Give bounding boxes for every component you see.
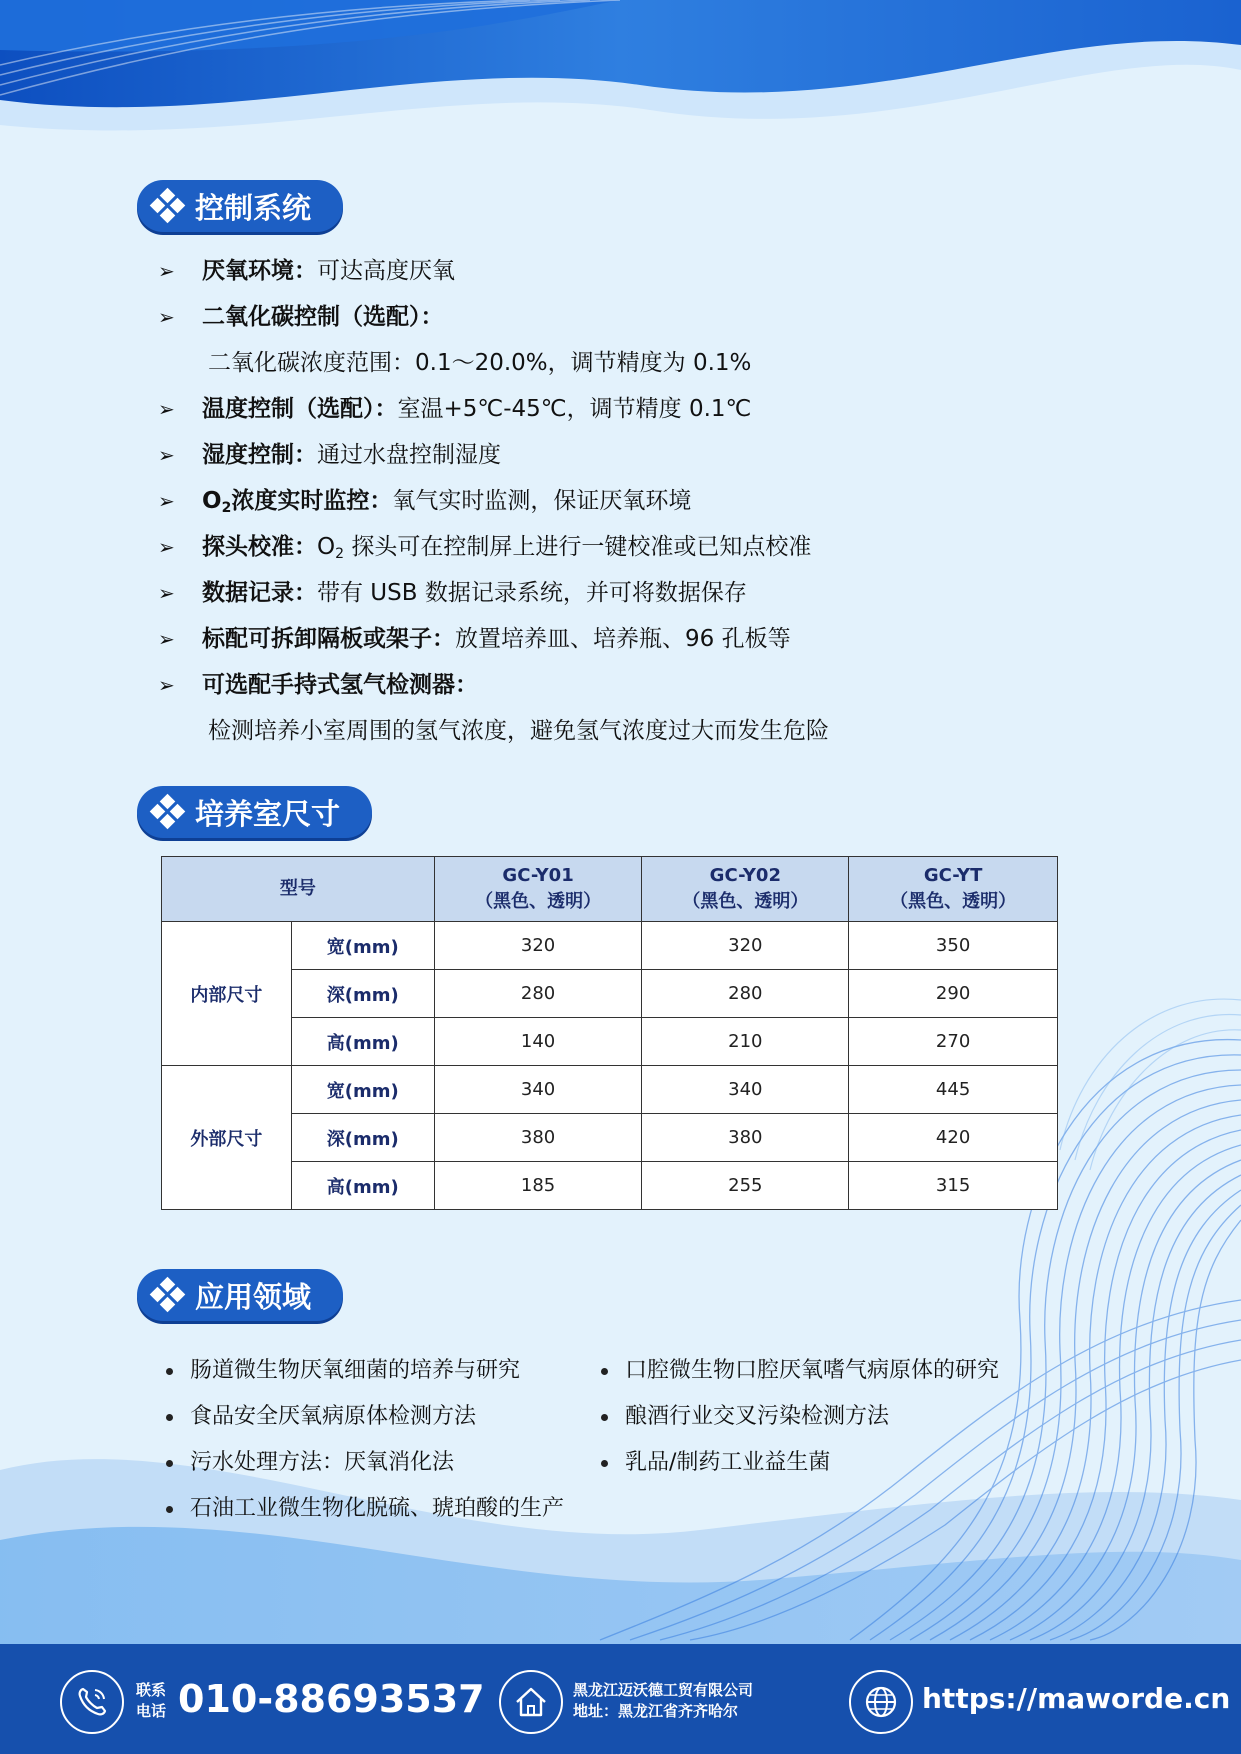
table-cell: 185 xyxy=(434,1162,642,1210)
list-item xyxy=(158,662,1058,708)
feature-label: 可选配手持式氢气检测器： xyxy=(202,672,478,698)
feature-label: 二氧化碳控制（选配）： xyxy=(202,304,444,330)
section-header-control xyxy=(137,180,343,232)
table-cell: 380 xyxy=(434,1114,642,1162)
header-model: 型号 xyxy=(162,857,435,922)
feature-label: 标配可拆卸隔板或架子： xyxy=(202,626,455,652)
table-cell: 210 xyxy=(642,1018,849,1066)
feature-text: 室温+5℃-45℃，调节精度 0.1℃ xyxy=(397,396,752,422)
contact-label: 联系 电话 xyxy=(136,1681,167,1720)
table-row xyxy=(162,922,1058,970)
row-label: 宽(mm) xyxy=(291,922,434,970)
table-row xyxy=(162,1018,1058,1066)
company-name: 黑龙江迈沃德工贸有限公司 xyxy=(573,1681,754,1699)
arrow-bullet-icon: ➢ xyxy=(158,489,175,513)
table-cell: 320 xyxy=(642,922,849,970)
table-row xyxy=(162,1162,1058,1210)
bullet-icon xyxy=(166,1414,173,1421)
table-cell: 340 xyxy=(434,1066,642,1114)
bullet-icon xyxy=(601,1414,608,1421)
section-title: 控制系统 xyxy=(195,190,312,225)
list-item xyxy=(158,248,1058,294)
control-feature-list xyxy=(158,248,1058,754)
row-label: 深(mm) xyxy=(291,970,434,1018)
header-cell: GC-Y02 （黑色、透明） xyxy=(642,857,849,922)
bullet-icon xyxy=(166,1506,173,1513)
section-title: 培养室尺寸 xyxy=(195,796,341,831)
table-cell: 255 xyxy=(642,1162,849,1210)
row-label: 高(mm) xyxy=(291,1162,434,1210)
list-item xyxy=(158,294,1058,340)
arrow-bullet-icon: ➢ xyxy=(158,673,175,697)
group-label: 外部尺寸 xyxy=(162,1066,292,1210)
list-item-detail xyxy=(158,708,1058,754)
globe-icon xyxy=(849,1670,913,1734)
group-label: 内部尺寸 xyxy=(162,922,292,1066)
footer-bar xyxy=(0,1644,1241,1754)
arrow-bullet-icon: ➢ xyxy=(158,305,175,329)
header-cell: GC-Y01 （黑色、透明） xyxy=(434,857,642,922)
table-cell: 140 xyxy=(434,1018,642,1066)
feature-label: 探头校准： xyxy=(202,534,317,560)
list-item-detail xyxy=(158,340,1058,386)
feature-label: 厌氧环境： xyxy=(202,258,317,284)
table-cell: 280 xyxy=(642,970,849,1018)
arrow-bullet-icon: ➢ xyxy=(158,443,175,467)
phone-number[interactable]: 010-88693537 xyxy=(178,1677,485,1721)
feature-label: $O_2$浓度实时监控： xyxy=(202,488,393,516)
section-header-chamber xyxy=(137,786,372,838)
feature-text: 二氧化碳浓度范围：0.1～20.0%，调节精度为 0.1% xyxy=(208,350,752,376)
bullet-icon xyxy=(601,1368,608,1375)
feature-text: 通过水盘控制湿度 xyxy=(317,442,501,468)
table-cell: 280 xyxy=(434,970,642,1018)
table-cell: 420 xyxy=(849,1114,1058,1162)
arrow-bullet-icon: ➢ xyxy=(158,397,175,421)
bullet-icon xyxy=(166,1460,173,1467)
table-cell: 340 xyxy=(642,1066,849,1114)
bullet-icon xyxy=(166,1368,173,1375)
section-header-application xyxy=(137,1269,343,1321)
table-cell: 380 xyxy=(642,1114,849,1162)
house-icon xyxy=(499,1670,563,1734)
list-item xyxy=(158,386,1058,432)
feature-text: 氧气实时监测，保证厌氧环境 xyxy=(392,488,692,514)
website-link[interactable]: https://maworde.cn xyxy=(922,1682,1231,1715)
feature-text: 带有 USB 数据记录系统，并可将数据保存 xyxy=(317,580,747,606)
table-row xyxy=(162,970,1058,1018)
feature-text: $O_2$ 探头可在控制屏上进行一键校准或已知点校准 xyxy=(317,534,812,562)
feature-text: 检测培养小室周围的氢气浓度，避免氢气浓度过大而发生危险 xyxy=(208,718,829,744)
diamond-cluster-icon xyxy=(151,189,185,223)
feature-text: 放置培养皿、培养瓶、96 孔板等 xyxy=(455,626,791,652)
feature-label: 湿度控制： xyxy=(202,442,317,468)
arrow-bullet-icon: ➢ xyxy=(158,627,175,651)
phone-icon xyxy=(60,1670,124,1734)
feature-text: 可达高度厌氧 xyxy=(317,258,455,284)
table-cell: 320 xyxy=(434,922,642,970)
table-cell: 315 xyxy=(849,1162,1058,1210)
list-item xyxy=(158,432,1058,478)
table-cell: 350 xyxy=(849,922,1058,970)
row-label: 深(mm) xyxy=(291,1114,434,1162)
table-header-row xyxy=(162,857,1058,922)
company-address: 地址：黑龙江省齐齐哈尔 xyxy=(573,1702,739,1720)
feature-label: 数据记录： xyxy=(202,580,317,606)
chamber-dimensions-table xyxy=(161,856,1058,1210)
table-row xyxy=(162,1114,1058,1162)
company-info xyxy=(573,1680,753,1722)
bullet-icon xyxy=(601,1460,608,1467)
arrow-bullet-icon: ➢ xyxy=(158,581,175,605)
feature-label: 温度控制（选配）： xyxy=(202,396,398,422)
table-row xyxy=(162,1066,1058,1114)
list-item xyxy=(158,616,1058,662)
row-label: 宽(mm) xyxy=(291,1066,434,1114)
header-cell: GC-YT （黑色、透明） xyxy=(849,857,1058,922)
section-title: 应用领域 xyxy=(195,1279,312,1314)
arrow-bullet-icon: ➢ xyxy=(158,259,175,283)
table-cell: 270 xyxy=(849,1018,1058,1066)
diamond-cluster-icon xyxy=(151,795,185,829)
list-item xyxy=(158,478,1058,524)
list-item xyxy=(158,524,1058,570)
table-cell: 445 xyxy=(849,1066,1058,1114)
row-label: 高(mm) xyxy=(291,1018,434,1066)
list-item xyxy=(158,570,1058,616)
diamond-cluster-icon xyxy=(151,1278,185,1312)
arrow-bullet-icon: ➢ xyxy=(158,535,175,559)
table-cell: 290 xyxy=(849,970,1058,1018)
